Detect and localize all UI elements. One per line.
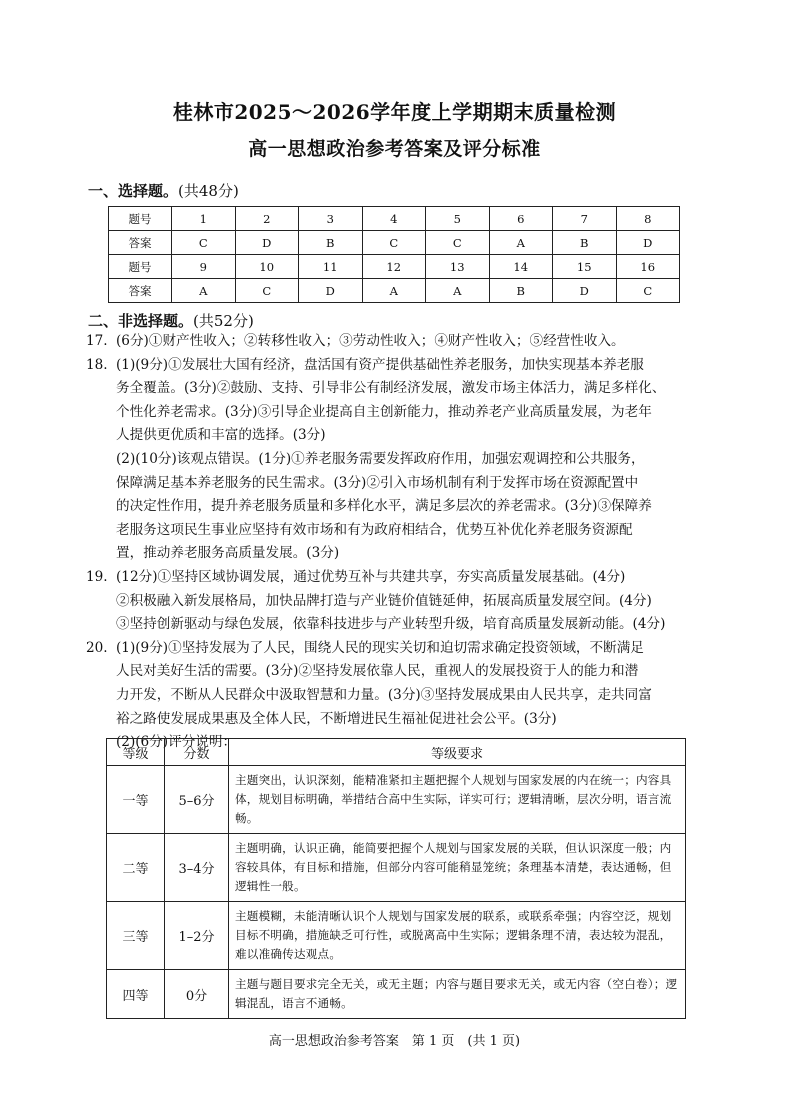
column-header-level: 等级 — [107, 739, 165, 766]
answer-text: ③坚持创新驱动与绿色发展，依靠科技进步与产业转型升级，培育高质量发展新动能。(4分) — [116, 616, 666, 633]
grading-row — [107, 766, 686, 834]
answer-text: 务全覆盖。(3分)②鼓励、支持、引导非公有制经济发展，激发市场主体活力，满足多样化、 — [116, 380, 666, 397]
answer-cell: D — [299, 279, 363, 303]
answer-text: (12分)①坚持区域协调发展，通过优势互补与共建共享，夯实高质量发展基础。(4分) — [116, 568, 626, 585]
answer-cell: B — [299, 231, 363, 255]
row-label: 题号 — [109, 255, 172, 279]
answer-cell: C — [426, 231, 490, 255]
answer-text-block — [86, 330, 714, 755]
question-number: 17. — [86, 333, 108, 349]
answer-text: ②积极融入新发展格局，加快品牌打造与产业链价值链延伸，拓展高质量发展空间。(4分) — [116, 592, 652, 609]
section1-points: (共48分) — [178, 182, 239, 200]
row-label: 答案 — [109, 231, 172, 255]
question-number: 5 — [426, 207, 490, 231]
question-number: 8 — [616, 207, 680, 231]
answer-row — [109, 231, 680, 255]
answer-text: (1)(9分)①坚持发展为了人民，围绕人民的现实关切和迫切需求确定投资领域，不断满足 — [116, 639, 644, 656]
question-number: 14 — [489, 255, 553, 279]
answer-text: (6分)①财产性收入；②转移性收入；③劳动性收入；④财产性收入；⑤经营性收入。 — [116, 333, 625, 349]
answer-text: (1)(9分)①发展壮大国有经济，盘活国有资产提供基础性养老服务，加快实现基本养老服 — [116, 356, 644, 373]
question-number: 13 — [426, 255, 490, 279]
q18-line — [86, 354, 714, 378]
answer-cell: B — [553, 231, 617, 255]
grade-requirement: 主题突出，认识深刻，能精准紧扣主题把握个人规划与国家发展的内在统一；内容具体，规划目标明确，举措结合高中生实际，详实可行；逻辑清晰，层次分明，语言流畅。 — [229, 766, 686, 834]
grade-requirement: 主题模糊，未能清晰认识个人规划与国家发展的联系，或联系牵强；内容空泛，规划目标不明确，措施缺乏可行性，或脱离高中生实际；逻辑条理不清，表达较为混乱，难以准确传达观点。 — [229, 902, 686, 970]
question-number: 16 — [616, 255, 680, 279]
q20-line — [86, 637, 714, 661]
grade-level: 三等 — [107, 902, 165, 970]
grade-requirement: 主题明确，认识正确，能简要把握个人规划与国家发展的关联，但认识深度一般；内容较具体，有目标和措施，但部分内容可能稍显笼统；条理基本清楚，表达通畅，但逻辑性一般。 — [229, 834, 686, 902]
answer-text: 老服务这项民生事业应坚持有效市场和有为政府相结合，优势互补优化养老服务资源配 — [116, 521, 633, 538]
answer-text: (2)(6分)评分说明： — [116, 734, 237, 751]
question-number: 15 — [553, 255, 617, 279]
question-number: 6 — [489, 207, 553, 231]
answer-text: 人提供更优质和丰富的选择。(3分) — [116, 427, 326, 444]
grade-level: 二等 — [107, 834, 165, 902]
answer-cell: C — [362, 231, 426, 255]
question-number: 7 — [553, 207, 617, 231]
answer-text: 裕之路使发展成果惠及全体人民，不断增进民生福祉促进社会公平。(3分) — [116, 710, 557, 727]
page-subtitle: 高一思想政治参考答案及评分标准 — [248, 138, 541, 160]
question-number: 10 — [235, 255, 299, 279]
answer-text: 的决定性作用，提升养老服务质量和多样化水平，满足多层次的养老需求。(3分)③保障养 — [116, 498, 652, 515]
grade-score: 1–2分 — [165, 902, 229, 970]
row-label: 题号 — [109, 207, 172, 231]
question-number: 20. — [86, 639, 108, 656]
answer-text: 个性化养老需求。(3分)③引导企业提高自主创新能力，推动养老产业高质量发展，为老年 — [116, 403, 652, 420]
question-number: 18. — [86, 356, 108, 373]
answer-cell: A — [362, 279, 426, 303]
grade-requirement: 主题与题目要求完全无关，或无主题；内容与题目要求无关，或无内容（空白卷）；逻辑混乱，语言不通畅。 — [229, 970, 686, 1019]
question-number: 2 — [235, 207, 299, 231]
answer-text: 置，推动养老服务高质量发展。(3分) — [116, 545, 340, 562]
answer-text: 保障满足基本养老服务的民生需求。(3分)②引入市场机制有利于发挥市场在资源配置中 — [116, 474, 639, 491]
column-header-requirement: 等级要求 — [229, 739, 686, 766]
page-title: 桂林市2025～2026学年度上学期期末质量检测 — [172, 100, 617, 124]
answer-cell: C — [172, 231, 236, 255]
section2-title: 二、非选择题。 — [88, 312, 194, 330]
question-number: 3 — [299, 207, 363, 231]
section1-title: 一、选择题。 — [88, 182, 179, 200]
column-header-score: 分数 — [165, 739, 229, 766]
question-number: 9 — [172, 255, 236, 279]
grade-score: 3–4分 — [165, 834, 229, 902]
answer-cell: C — [235, 279, 299, 303]
question-number: 11 — [299, 255, 363, 279]
section1-heading — [88, 180, 239, 201]
question-number-row — [109, 207, 680, 231]
question-number: 1 — [172, 207, 236, 231]
section2-heading — [88, 310, 254, 331]
answer-cell: D — [616, 231, 680, 255]
question-number: 4 — [362, 207, 426, 231]
grading-row — [107, 834, 686, 902]
answer-text: (2)(10分)该观点错误。(1分)①养老服务需要发挥政府作用，加强宏观调控和公共服务， — [116, 450, 645, 467]
grading-criteria-table — [106, 738, 686, 1019]
grade-level: 四等 — [107, 970, 165, 1019]
q17-line — [86, 330, 714, 354]
answer-text: 力开发，不断从人民群众中汲取智慧和力量。(3分)③坚持发展成果由人民共享，走共同富 — [116, 686, 652, 703]
grading-header-row — [107, 739, 686, 766]
question-number-row — [109, 255, 680, 279]
page-footer: 高一思想政治参考答案 第 1 页 (共 1 页) — [268, 1034, 521, 1049]
answer-cell: A — [426, 279, 490, 303]
question-number: 19. — [86, 568, 108, 585]
section2-points: (共52分) — [193, 312, 254, 330]
answer-text: 人民对美好生活的需要。(3分)②坚持发展依靠人民，重视人的发展投资于人的能力和潜 — [116, 663, 639, 680]
answer-cell: D — [235, 231, 299, 255]
answer-cell: D — [553, 279, 617, 303]
answer-row — [109, 279, 680, 303]
question-number: 12 — [362, 255, 426, 279]
answer-cell: A — [172, 279, 236, 303]
grade-score: 0分 — [165, 970, 229, 1019]
row-label: 答案 — [109, 279, 172, 303]
answer-cell: B — [489, 279, 553, 303]
grade-score: 5–6分 — [165, 766, 229, 834]
answer-cell: A — [489, 231, 553, 255]
multiple-choice-answer-table — [108, 206, 680, 303]
grading-row — [107, 902, 686, 970]
grade-level: 一等 — [107, 766, 165, 834]
answer-cell: C — [616, 279, 680, 303]
grading-row — [107, 970, 686, 1019]
q19-line — [86, 566, 714, 590]
